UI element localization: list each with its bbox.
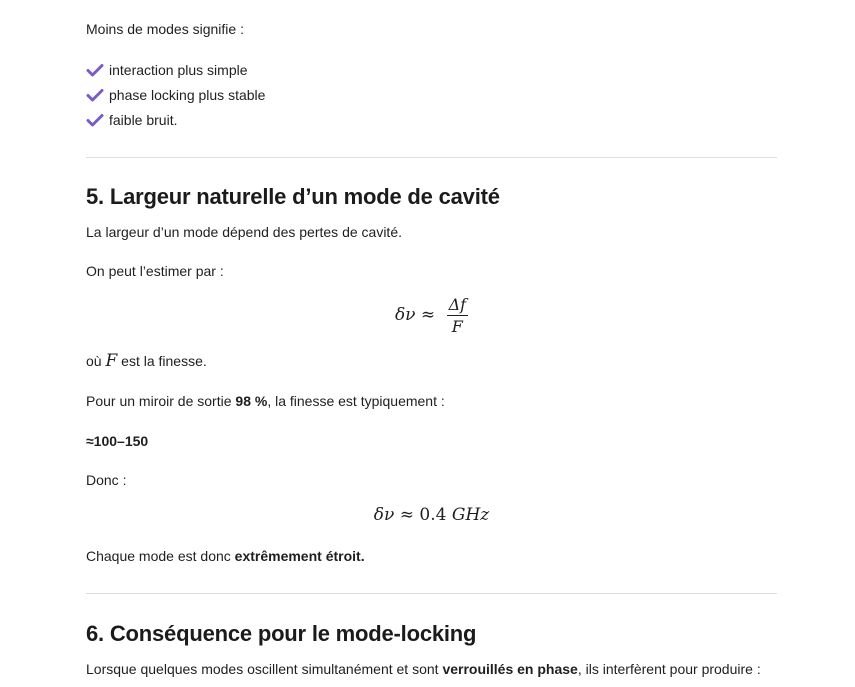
finesse-value: ≈100–150	[86, 433, 149, 449]
bold-text: extrêmement étroit.	[234, 548, 365, 564]
check-icon	[86, 113, 104, 127]
section5-paragraph	[86, 391, 445, 411]
text-span: est la finesse.	[121, 353, 207, 369]
text-span: , ils interfèrent pour produire :	[577, 661, 761, 677]
text-span: Chaque mode est donc	[86, 548, 231, 564]
section5-paragraph: On peut l’estimer par :	[86, 263, 224, 279]
section-divider	[86, 593, 777, 594]
section5-title: 5. Largeur naturelle d’un mode de cavité	[86, 184, 500, 209]
eq-unit: GHz	[451, 505, 490, 525]
benefits-list	[86, 57, 265, 132]
bold-text: 98 %	[235, 393, 268, 409]
equation-result	[86, 505, 777, 525]
eq-operator: ≈	[399, 505, 414, 525]
section5-paragraph: La largeur d’un mode dépend des pertes de cavité.	[86, 224, 402, 240]
list-item	[86, 82, 265, 107]
eq-lhs: δν	[373, 505, 395, 525]
text-span: où	[86, 353, 102, 369]
math-var: F	[105, 351, 118, 371]
section5-paragraph: Donc :	[86, 472, 127, 488]
eq-numerator: Δf	[448, 295, 467, 314]
equation-linewidth	[86, 295, 777, 336]
eq-lhs: δν	[394, 305, 416, 325]
eq-operator: ≈	[420, 305, 436, 325]
intro-text: Moins de modes signifie :	[86, 21, 244, 37]
section5-paragraph	[86, 546, 365, 566]
benefit-label: interaction plus simple	[109, 61, 248, 78]
benefit-label: phase locking plus stable	[109, 86, 266, 103]
text-span: , la finesse est typiquement :	[267, 393, 445, 409]
benefit-label: faible bruit.	[109, 111, 178, 128]
list-item	[86, 57, 265, 82]
list-item	[86, 107, 265, 132]
section-divider	[86, 157, 777, 158]
check-icon	[86, 63, 104, 77]
section5-paragraph	[86, 351, 207, 371]
eq-denominator: F	[451, 317, 463, 336]
bold-text: verrouillés en phase	[442, 661, 578, 677]
section6-paragraph	[86, 659, 761, 679]
eq-fraction	[447, 295, 468, 336]
text-span: Pour un miroir de sortie	[86, 393, 232, 409]
section6-title: 6. Conséquence pour le mode-locking	[86, 621, 477, 646]
text-span: Lorsque quelques modes oscillent simultanément et sont	[86, 661, 439, 677]
eq-number: 0.4	[419, 505, 447, 525]
check-icon	[86, 88, 104, 102]
